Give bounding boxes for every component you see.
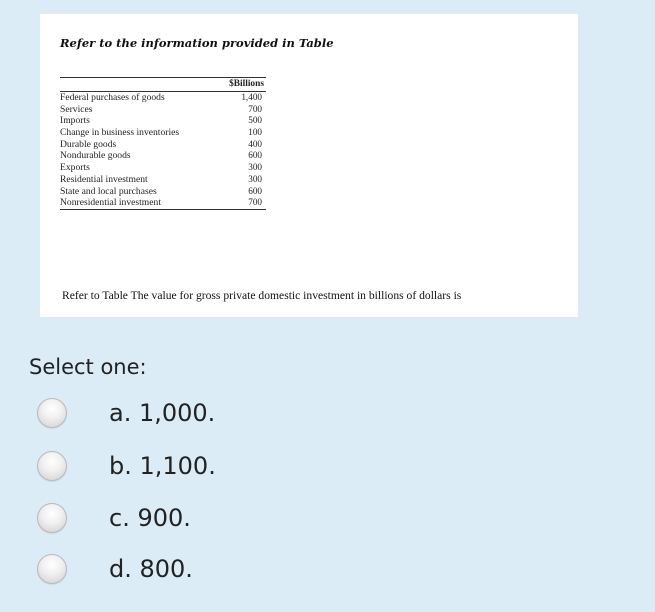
- table-row: [60, 127, 266, 139]
- row-label: State and local purchases: [60, 185, 157, 197]
- table-row: [60, 197, 266, 210]
- row-label: Imports: [60, 115, 90, 127]
- row-label: Nondurable goods: [60, 150, 131, 162]
- row-label: Residential investment: [60, 173, 148, 185]
- question-image: [40, 14, 578, 317]
- table-header: [60, 78, 266, 92]
- row-value: 700: [248, 197, 262, 208]
- table-row: [60, 115, 266, 127]
- table-row: [60, 104, 266, 116]
- row-value: 1,400: [241, 92, 262, 102]
- row-value: 500: [248, 115, 262, 126]
- answer-label-d[interactable]: d. 800.: [109, 555, 193, 583]
- row-label: Nonresidential investment: [60, 197, 161, 209]
- row-label: Federal purchases of goods: [60, 92, 165, 103]
- table-row: [60, 150, 266, 162]
- answer-option-b[interactable]: [37, 451, 337, 483]
- answer-option-d[interactable]: [37, 554, 337, 586]
- answer-option-a[interactable]: [37, 398, 337, 430]
- radio-button-a[interactable]: [37, 398, 67, 428]
- radio-button-c[interactable]: [37, 503, 67, 533]
- row-value: 600: [248, 150, 262, 161]
- row-label: Exports: [60, 162, 90, 174]
- answer-label-a[interactable]: a. 1,000.: [109, 399, 216, 427]
- row-value: 700: [248, 103, 262, 114]
- table-row: [60, 186, 266, 198]
- answer-label-b[interactable]: b. 1,100.: [109, 452, 216, 480]
- question-prompt: Refer to Table The value for gross private domestic investment in billions of dollars is: [62, 289, 462, 302]
- table-row: [60, 92, 266, 104]
- data-table: [60, 77, 266, 210]
- question-title: Refer to the information provided in Table: [60, 36, 334, 50]
- radio-button-d[interactable]: [37, 554, 67, 584]
- select-one-label: Select one:: [29, 355, 147, 379]
- row-value: 600: [248, 185, 262, 196]
- table-row: [60, 162, 266, 174]
- row-label: Durable goods: [60, 138, 117, 150]
- unit-header: $Billions: [229, 79, 264, 89]
- row-value: 400: [248, 138, 262, 149]
- table-row: [60, 139, 266, 151]
- row-label: Services: [60, 103, 93, 115]
- answer-option-c[interactable]: [37, 503, 337, 535]
- table-row: [60, 174, 266, 186]
- answer-label-c[interactable]: c. 900.: [109, 504, 191, 532]
- row-label: Change in business inventories: [60, 127, 180, 139]
- row-value: 300: [248, 162, 262, 173]
- radio-button-b[interactable]: [37, 451, 67, 481]
- row-value: 300: [248, 173, 262, 184]
- row-value: 100: [248, 127, 262, 138]
